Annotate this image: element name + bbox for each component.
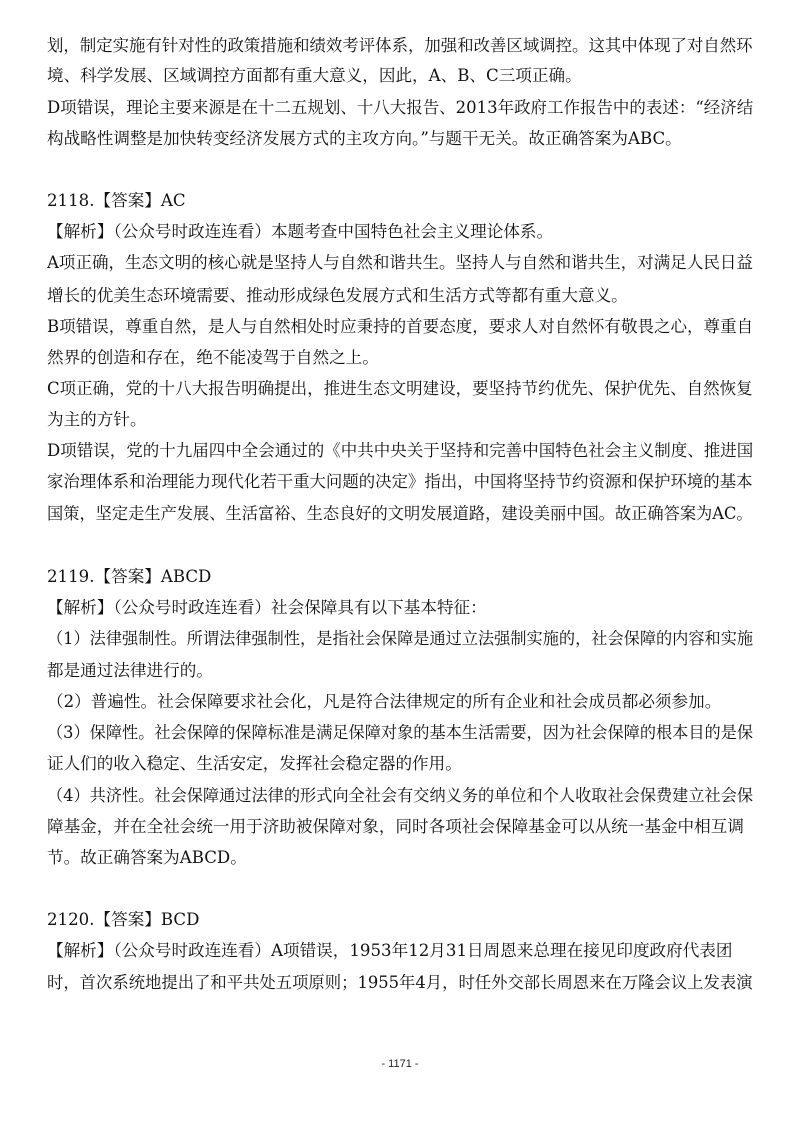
- paragraph-line: 节。故正确答案为ABCD。: [47, 848, 247, 867]
- paragraph-line: B项错误，尊重自然，是人与自然相处时应秉持的首要态度，要求人对自然怀有敬畏之心，尊重自: [47, 317, 754, 336]
- paragraph-line: 【解析】（公众号时政连连看）本题考查中国特色社会主义理论体系。: [47, 222, 554, 241]
- paragraph-line: 境、科学发展、区域调控方面都有重大意义，因此，A、B、C三项正确。: [47, 66, 582, 85]
- paragraph-line: （4）共济性。社会保障通过法律的形式向全社会有交纳义务的单位和个人收取社会保费建立社会保: [47, 786, 754, 805]
- paragraph-line: （3）保障性。社会保障的保障标准是满足保障对象的基本生活需要，因为社会保障的根本目的是保: [47, 723, 754, 742]
- paragraph-line: D项错误，理论主要来源是在十二五规划、十八大报告、2013年政府工作报告中的表述：“经济结: [47, 98, 754, 117]
- paragraph-line: 都是通过法律进行的。: [47, 661, 213, 680]
- paragraph-line: 然界的创造和存在，绝不能凌驾于自然之上。: [47, 348, 379, 367]
- paragraph-line: 时，首次系统地提出了和平共处五项原则；1955年4月，时任外交部长周恩来在万隆会议上发表演: [47, 973, 753, 992]
- paragraph-line: 构战略性调整是加快转变经济发展方式的主攻方向。”与题干无关。故正确答案为ABC。: [47, 129, 682, 148]
- paragraph-line: 增长的优美生态环境需要、推动形成绿色发展方式和生活方式等都有重大意义。: [47, 286, 628, 305]
- answer-heading: 2119.【答案】ABCD: [47, 567, 212, 586]
- paragraph-line: 划，制定实施有针对性的政策措施和绩效考评体系，加强和改善区域调控。这其中体现了对自然环: [47, 36, 753, 55]
- paragraph-line: 国策，坚定走生产发展、生活富裕、生态良好的文明发展道路，建设美丽中国。故正确答案为AC。: [47, 504, 753, 523]
- paragraph-line: C项正确，党的十八大报告明确提出，推进生态文明建设，要坚持节约优先、保护优先、自然恢复: [47, 379, 753, 398]
- paragraph-line: （2）普遍性。社会保障要求社会化，凡是符合法律规定的所有企业和社会成员都必须参加。: [47, 692, 722, 711]
- answer-heading: 2118.【答案】AC: [47, 191, 186, 210]
- paragraph-line: （1）法律强制性。所谓法律强制性，是指社会保障是通过立法强制实施的，社会保障的内容和实施: [47, 629, 754, 648]
- answer-heading: 2120.【答案】BCD: [47, 910, 200, 929]
- paragraph-line: D项错误，党的十九届四中全会通过的《中共中央关于坚持和完善中国特色社会主义制度、推进国: [47, 441, 754, 460]
- paragraph-line: 【解析】（公众号时政连连看）A项错误，1953年12月31日周恩来总理在接见印度政府代表团: [47, 941, 733, 960]
- paragraph-line: 障基金，并在全社会统一用于济助被保障对象，同时各项社会保障基金可以从统一基金中相互调: [47, 817, 744, 836]
- paragraph-line: 证人们的收入稳定、生活安定，发挥社会稳定器的作用。: [47, 754, 462, 773]
- paragraph-line: 家治理体系和治理能力现代化若干重大问题的决定》指出，中国将坚持节约资源和保护环境的基本: [47, 472, 753, 491]
- paragraph-line: 为主的方针。: [47, 410, 147, 429]
- paragraph-line: A项正确，生态文明的核心就是坚持人与自然和谐共生。坚持人与自然和谐共生，对满足人民日益: [47, 253, 753, 272]
- page-number: - 1171 -: [381, 1058, 419, 1070]
- paragraph-line: 【解析】（公众号时政连连看）社会保障具有以下基本特征：: [47, 598, 487, 617]
